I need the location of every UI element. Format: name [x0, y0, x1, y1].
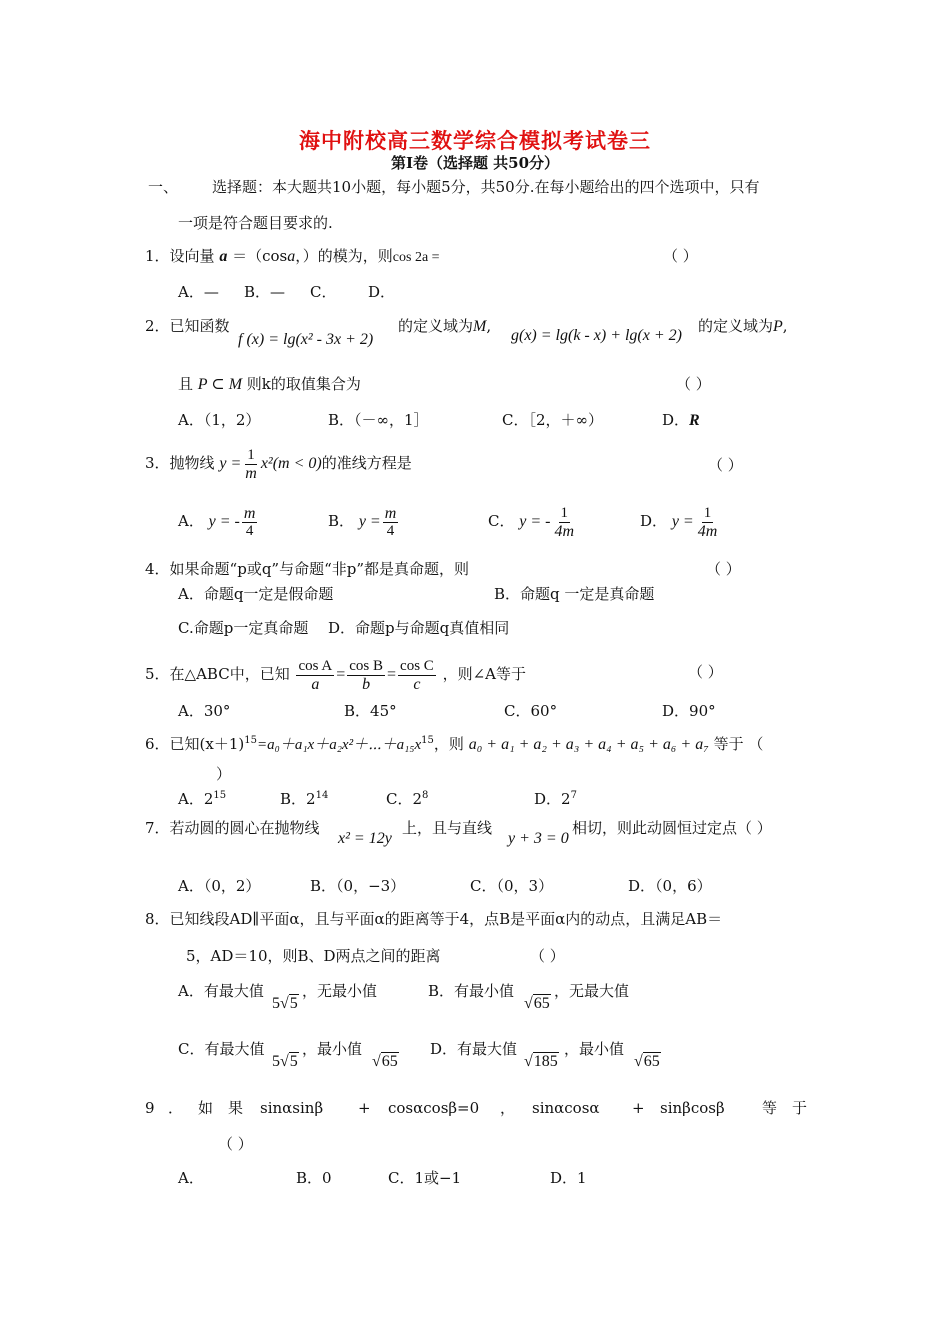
answer-paren: （ ） — [663, 247, 698, 265]
q9-expr-1: sinαsinβ — [260, 1099, 324, 1117]
question-6-stem: 6．已知$(x+1)^{15}=a_0+a_1x+a_2x^2+\cdots+a_{15}x^{15}$，则 a₀ + a₁ + a₂ + a₃ + a₄ + a₅ + a₆ + a₇ 等于 （ — [145, 735, 764, 753]
q1-option-d: D． — [368, 283, 396, 301]
q9-word-ru: 如 — [198, 1099, 214, 1117]
parabola-expression: x² = 12y — [338, 830, 392, 847]
answer-paren: （ ） — [706, 560, 741, 578]
q9-expr-2: cosαcosβ=0 — [388, 1099, 480, 1117]
q1-option-a: A．— — [178, 283, 219, 301]
question-number: 8． — [145, 910, 170, 928]
question-number: 1． — [145, 247, 170, 265]
q5-option-c: C．60° — [504, 702, 558, 720]
question-number: 5． — [145, 665, 170, 683]
question-5-stem: 5．在△ABC中，已知 $\frac{\text{cos A}}{a}$ = $\frac{\text{cos B}}{b}$ = $\frac{\text{cos C}}{c}$ ，则∠A等于 — [145, 657, 526, 693]
q9-expr-4: sinβcosβ — [660, 1099, 725, 1117]
q1-option-c: C． — [310, 283, 337, 301]
q8-option-d-label: D．有最大值 — [430, 1040, 518, 1058]
q6-close-paren: ） — [216, 765, 232, 783]
q2-option-a: A．（1，2） — [178, 411, 261, 429]
function-f-expression: f (x) = lg(x² - 3x + 2) — [238, 331, 374, 348]
q1-option-b: B．— — [244, 283, 286, 301]
q9-word-guo: 果 — [228, 1099, 244, 1117]
line-expression: y + 3 = 0 — [508, 830, 569, 847]
q4-option-d: D．命题p与命题q真值相同 — [328, 619, 510, 637]
q4-option-c: C.命题p一定真命题 — [178, 619, 309, 637]
q7-option-b: B．（0，−3） — [310, 877, 406, 895]
q3-option-c: C． y = - $\frac{1}{4m}$ — [488, 504, 575, 540]
q3-option-d: D． y = $\frac{1}{4m}$ — [640, 504, 718, 540]
subset-expression: P ⊂ M — [197, 376, 243, 393]
answer-paren: （ ） — [218, 1135, 253, 1153]
q8-option-b-radical: √65 — [524, 995, 550, 1012]
q9-word-deng: 等 — [762, 1099, 778, 1117]
q9-word-yu: 于 — [792, 1099, 808, 1117]
question-3-stem: 3．抛物线 y = $\frac{1}{m}$ x²(m < 0)的准线方程是 — [145, 446, 412, 482]
q8-option-d-radical-max: √185 — [524, 1053, 558, 1070]
answer-paren: （ ） — [708, 456, 743, 474]
q4-option-a: A．命题q一定是假命题 — [178, 585, 334, 603]
question-number: 3． — [145, 454, 170, 472]
q9-option-b: B．0 — [296, 1169, 332, 1187]
question-7-stem-c: 相切，则此动圆恒过定点（ ） — [572, 819, 772, 837]
q8-option-a-tail: ，无最小值 — [302, 982, 378, 1000]
q9-expr-3: sinαcosα — [532, 1099, 600, 1117]
section-intro-line2: 一项是符合题目要求的. — [178, 214, 333, 232]
function-g-expression: g(x) = lg(k - x) + lg(x + 2) — [511, 327, 682, 344]
q9-option-a: A． — [178, 1169, 204, 1187]
q6-option-c: C．$2^8$ — [386, 790, 429, 808]
q8-option-c-tail: ，最小值 — [302, 1040, 363, 1058]
q9-dot: ． — [168, 1099, 184, 1117]
question-number: 9 — [145, 1099, 155, 1117]
part-subtitle: 第Ⅰ卷（选择题 共50分） — [390, 154, 560, 172]
q2-option-d: D．R — [662, 411, 700, 429]
q8-option-c-label: C．有最大值 — [178, 1040, 265, 1058]
question-2-stem-mid: 的定义域为M, — [398, 317, 492, 335]
q8-option-c-radical-min: √65 — [372, 1053, 398, 1070]
q5-option-d: D．90° — [662, 702, 716, 720]
q9-option-d: D．1 — [550, 1169, 587, 1187]
question-8-line1: 8．已知线段AD∥平面α，且与平面α的距离等于4，点B是平面α内的动点，且满足AB＝ — [145, 910, 723, 928]
q3-option-a: A． y = - $\frac{m}{4}$ — [178, 504, 256, 539]
section-intro-line1: 选择题：本大题共10小题，每小题5分，共50分.在每小题给出的四个选项中，只有 — [212, 178, 760, 196]
question-8-line2: 5，AD＝10，则B、D两点之间的距离 — [186, 947, 441, 965]
q9-option-c: C．1或−1 — [388, 1169, 462, 1187]
q8-option-b-label: B．有最小值 — [428, 982, 515, 1000]
q6-option-b: B．$2^{14}$ — [280, 790, 329, 808]
alpha-symbol: a — [287, 248, 296, 265]
question-number: 4． — [145, 560, 170, 578]
fraction-1-over-m: $\frac{1}{m}$ — [245, 446, 257, 482]
q8-option-b-tail: ，无最大值 — [554, 982, 630, 1000]
q2-option-b: B．（－∞，1］ — [328, 411, 429, 429]
question-7-stem-a: 7．若动圆的圆心在抛物线 — [145, 819, 320, 837]
q7-option-a: A．（0，2） — [178, 877, 261, 895]
q6-option-a: A．$2^{15}$ — [178, 790, 227, 808]
question-1-stem: 1．设向量 a ＝（cosa，）的模为，则cos 2a = — [145, 247, 440, 265]
section-number: 一、 — [148, 178, 179, 196]
cos2a-expression: cos 2a = — [392, 250, 440, 265]
question-2-stem-start: 2．已知函数 — [145, 317, 230, 335]
answer-paren: （ ） — [676, 375, 711, 393]
q7-option-d: D．（0，6） — [628, 877, 712, 895]
q9-plus-2: + — [632, 1099, 645, 1117]
vector-a: a — [219, 248, 228, 265]
q2-option-c: C．［2，＋∞） — [502, 411, 604, 429]
question-number: 2． — [145, 317, 170, 335]
q9-plus-1: + — [358, 1099, 371, 1117]
answer-paren: （ ） — [530, 947, 565, 965]
q8-option-c-radical-max: 5√5 — [272, 1053, 298, 1070]
q9-comma: ， — [500, 1099, 516, 1117]
q8-option-a-label: A．有最大值 — [178, 982, 264, 1000]
q8-option-a-radical: 5√5 — [272, 995, 298, 1012]
coefficient-sum: a₀ + a₁ + a₂ + a₃ + a₄ + a₅ + a₆ + a₇ — [468, 736, 709, 753]
question-number: 7． — [145, 819, 170, 837]
q4-option-b: B．命题q 一定是真命题 — [494, 585, 655, 603]
question-2-stem-end: 的定义域为P, — [698, 317, 788, 335]
q8-option-d-radical-min: √65 — [634, 1053, 660, 1070]
exam-title: 海中附校高三数学综合模拟考试卷三 — [299, 128, 651, 153]
question-7-stem-b: 上，且与直线 — [402, 819, 493, 837]
answer-paren: （ ） — [688, 663, 723, 681]
q5-option-b: B．45° — [344, 702, 397, 720]
q3-option-b: B． y = $\frac{m}{4}$ — [328, 504, 397, 539]
q7-option-c: C．（0，3） — [470, 877, 554, 895]
question-number: 6． — [145, 735, 170, 753]
question-4-stem: 4．如果命题“p或q”与命题“非p”都是真命题，则 — [145, 560, 470, 578]
q8-option-d-tail: ，最小值 — [564, 1040, 625, 1058]
question-2-condition: 且 P ⊂ M 则k的取值集合为 — [178, 375, 361, 393]
q5-option-a: A．30° — [178, 702, 231, 720]
q6-option-d: D．$2^7$ — [534, 790, 577, 808]
